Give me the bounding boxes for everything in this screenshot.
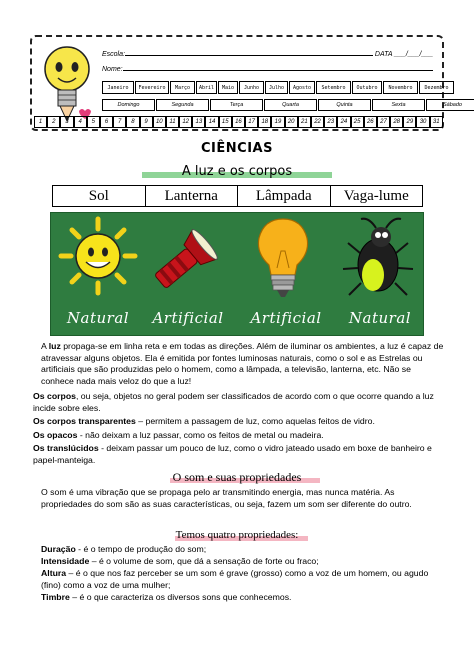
text: - deixam passar um pouco de luz, como o vidro jateado usado em boxe de banheiro e papel-manteiga. — [33, 443, 432, 465]
weekday-cell[interactable]: Sábado — [426, 99, 474, 111]
day-cell[interactable]: 13 — [192, 116, 205, 128]
light-sources-table — [52, 185, 423, 207]
term-light: luz — [48, 341, 61, 351]
translucent-paragraph — [33, 443, 445, 466]
pencil-mascot-icon — [36, 41, 98, 125]
month-cell[interactable]: Janeiro — [102, 81, 134, 94]
day-cell[interactable]: 14 — [205, 116, 218, 128]
day-cell[interactable]: 27 — [377, 116, 390, 128]
months-row — [102, 81, 455, 94]
day-cell[interactable]: 5 — [87, 116, 100, 128]
day-cell[interactable]: 16 — [232, 116, 245, 128]
sun-icon — [61, 219, 135, 293]
day-cell[interactable]: 2 — [47, 116, 60, 128]
school-label: Escola: — [102, 51, 125, 58]
month-cell[interactable]: Junho — [239, 81, 264, 94]
month-cell[interactable]: Setembro — [316, 81, 351, 94]
page-title: CIÊNCIAS — [201, 141, 273, 156]
day-cell[interactable]: 8 — [126, 116, 139, 128]
source-cell: Lanterna — [146, 186, 239, 206]
term-transparent: Os corpos transparentes — [33, 416, 136, 426]
firefly-icon — [343, 219, 413, 295]
day-cell[interactable]: 28 — [390, 116, 403, 128]
date-label: DATA — [374, 51, 393, 58]
day-cell[interactable]: 21 — [298, 116, 311, 128]
day-cell[interactable]: 25 — [351, 116, 364, 128]
term-duration: Duração — [41, 544, 76, 554]
text: – é o volume de som, que dá a sensação de forte ou fraco; — [89, 556, 319, 566]
day-cell[interactable]: 12 — [179, 116, 192, 128]
light-paragraph — [33, 341, 445, 388]
transparent-paragraph — [33, 416, 445, 428]
date-field[interactable]: ___/___/___ — [394, 51, 434, 58]
day-cell[interactable]: 24 — [337, 116, 350, 128]
sound-title-text: O som e suas propriedades — [172, 470, 302, 484]
day-cell[interactable]: 22 — [311, 116, 324, 128]
source-cell: Vaga-lume — [343, 187, 409, 204]
name-label: Nome: — [102, 66, 123, 73]
term-pitch: Altura — [41, 568, 67, 578]
header-card — [30, 35, 462, 131]
month-cell[interactable]: Maio — [218, 81, 238, 94]
day-cell[interactable]: 26 — [364, 116, 377, 128]
subtitle — [142, 163, 332, 181]
day-cell[interactable]: 15 — [219, 116, 232, 128]
text: - não deixam a luz passar, como os feitos de metal ou madeira. — [77, 430, 324, 440]
weekday-cell[interactable]: Quarta — [264, 99, 317, 111]
day-cell[interactable]: 30 — [416, 116, 429, 128]
days-row — [34, 116, 443, 128]
sound-section-title — [0, 470, 474, 485]
day-cell[interactable]: 19 — [271, 116, 284, 128]
text: – permitem a passagem de luz, como aquelas feitos de vidro. — [135, 416, 375, 426]
day-cell[interactable]: 7 — [113, 116, 126, 128]
day-cell[interactable]: 4 — [74, 116, 87, 128]
month-cell[interactable]: Agosto — [289, 81, 315, 94]
duration-item — [33, 544, 445, 556]
source-cell: Lâmpada — [238, 186, 331, 206]
day-cell[interactable]: 1 — [34, 116, 47, 128]
day-cell[interactable]: 3 — [60, 116, 73, 128]
sound-intro: O som é uma vibração que se propaga pelo ar transmitindo energia, mas nunca matéria. As propriedades do som são as suas características, ou seja, fazem um som ser diferente do outro. — [41, 487, 412, 509]
month-cell[interactable]: Outubro — [352, 81, 382, 94]
term-translucent: Os translúcidos — [33, 443, 99, 453]
day-cell[interactable]: 18 — [258, 116, 271, 128]
text: propaga-se em linha reta e em todas as direções. Além de iluminar os ambientes, a luz é capaz de atravessar alguns objetos. Ela é emitida por fontes luminosas naturais, como o sol e as Estrelas ou artificiais que são produzidas pelo o homem, como a lâmpada, a televisão, lanterna, etc. Não se conhece nada mais veloz do que a luz! — [41, 341, 444, 387]
text: – é o que caracteriza os diversos sons que conhecemos. — [69, 592, 292, 602]
school-line[interactable] — [102, 51, 433, 58]
name-line[interactable] — [102, 66, 433, 73]
month-cell[interactable]: Abril — [196, 81, 217, 94]
light-sources-picture — [50, 212, 424, 336]
day-cell[interactable]: 31 — [430, 116, 443, 128]
weekday-cell[interactable]: Domingo — [102, 99, 155, 111]
day-cell[interactable]: 17 — [245, 116, 258, 128]
term-opaque: Os opacos — [33, 430, 78, 440]
day-cell[interactable]: 20 — [285, 116, 298, 128]
pitch-item — [33, 568, 445, 591]
day-cell[interactable]: 10 — [153, 116, 166, 128]
day-cell[interactable]: 6 — [100, 116, 113, 128]
caption-artificial: Artificial — [152, 309, 224, 327]
caption-natural: Natural — [348, 309, 412, 327]
weekday-cell[interactable]: Sexta — [372, 99, 425, 111]
month-cell[interactable]: Julho — [265, 81, 288, 94]
month-cell[interactable]: Novembro — [383, 81, 418, 94]
day-cell[interactable]: 29 — [403, 116, 416, 128]
term-intensity: Intensidade — [41, 556, 90, 566]
subtitle-text: A luz e os corpos — [181, 164, 293, 179]
weekdays-row — [102, 99, 474, 111]
flashlight-icon — [148, 227, 220, 296]
caption-natural: Natural — [66, 309, 130, 327]
weekday-cell[interactable]: Quinta — [318, 99, 371, 111]
text: - é o tempo de produção do som; — [75, 544, 207, 554]
source-cell: Sol — [53, 186, 146, 206]
properties-title-text: Temos quatro propriedades: — [175, 529, 299, 541]
day-cell[interactable]: 11 — [166, 116, 179, 128]
month-cell[interactable]: Fevereiro — [135, 81, 169, 94]
weekday-cell[interactable]: Segunda — [156, 99, 209, 111]
text: , ou seja, objetos no geral podem ser classificados de acordo com o que ocorre quando a luz incide sobre eles. — [33, 391, 434, 413]
term-bodies: Os corpos — [33, 391, 76, 401]
month-cell[interactable]: Março — [170, 81, 195, 94]
opaque-paragraph — [33, 430, 445, 442]
caption-artificial: Artificial — [250, 309, 322, 327]
term-timbre: Timbre — [41, 592, 70, 602]
light-bulb-icon — [258, 219, 307, 297]
weekday-cell[interactable]: Terça — [210, 99, 263, 111]
text: A — [41, 341, 49, 351]
intensity-item — [33, 556, 445, 568]
bodies-paragraph — [33, 391, 445, 414]
properties-title — [0, 529, 474, 541]
day-cell[interactable]: 23 — [324, 116, 337, 128]
text: – é o que nos faz perceber se um som é grave (grosso) como a voz de um homem, ou agudo (fino) como a voz de uma mulher; — [41, 568, 429, 590]
day-cell[interactable]: 9 — [140, 116, 153, 128]
timbre-item — [33, 592, 445, 604]
month-cell[interactable]: Dezembro — [419, 81, 454, 94]
